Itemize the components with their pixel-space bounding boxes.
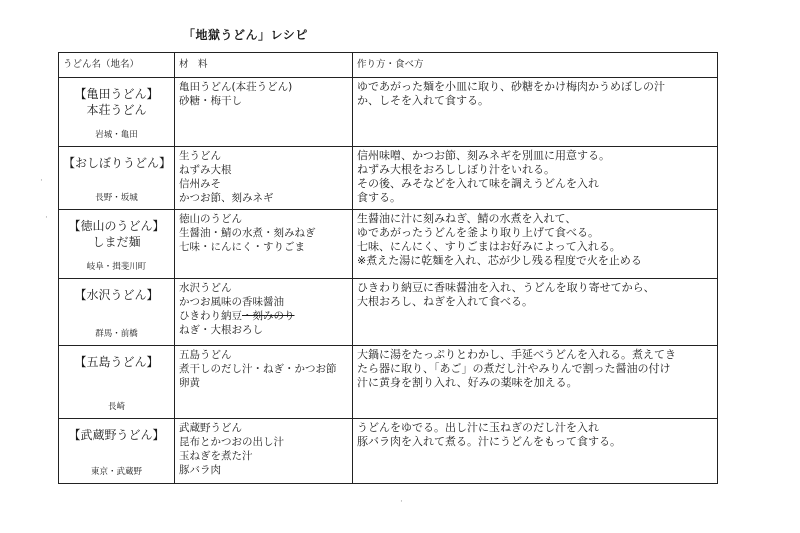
method-line: ゆであがったうどんを釜より取り上げて食べる。 [357, 226, 599, 239]
table-row [59, 147, 718, 210]
ingredients-cell [175, 78, 353, 147]
ingredient-text: 亀田うどん(本荘うどん) [179, 81, 293, 93]
udon-name-line: 【水沢うどん】 [74, 288, 159, 302]
udon-name-line: 【五島うどん】 [74, 355, 159, 369]
struck-ingredient: ・刻みのり [242, 310, 295, 322]
ingredients-cell [175, 210, 353, 279]
scan-speck: · [40, 176, 43, 186]
method-cell [353, 210, 718, 279]
ingredients-cell [175, 147, 353, 210]
method-cell [353, 147, 718, 210]
region-label: 長野・坂城 [95, 193, 138, 203]
ingredient-item [179, 295, 348, 309]
method-line: 七味、にんにく、すりごまはお好みによって入れる。 [357, 240, 621, 253]
ingredient-item [179, 191, 348, 205]
udon-name [63, 354, 170, 370]
table-row [59, 210, 718, 279]
header-method: 作り方・食べ方 [353, 53, 718, 78]
ingredient-item [179, 149, 348, 163]
page-title: 「地獄うどん」レシピ [183, 28, 308, 42]
region-label: 岐阜・揖斐川町 [86, 262, 147, 272]
udon-name [63, 218, 170, 250]
udon-name-cell [59, 346, 175, 419]
method-line: 食する。 [357, 191, 401, 204]
ingredient-text: 煮干しのだし汁・ねぎ・かつお節 [179, 363, 337, 375]
ingredient-text: 生醤油・鯖の水煮・刻みねぎ [179, 227, 316, 239]
ingredient-item [179, 177, 348, 191]
table-row [59, 78, 718, 147]
region-label: 東京・武蔵野 [90, 467, 142, 477]
udon-name-line: 【武蔵野うどん】 [68, 428, 165, 442]
udon-name-line: 本荘うどん [86, 103, 147, 117]
method-line: 大根おろし、ねぎを入れて食べる。 [357, 295, 533, 308]
method-cell [353, 419, 718, 484]
ingredient-item [179, 362, 348, 376]
ingredient-item [179, 94, 348, 108]
ingredient-text: 七味・にんにく・すりごま [179, 241, 305, 253]
method-line: か、しそを入れて食する。 [357, 94, 489, 107]
table-row [59, 419, 718, 484]
ingredient-item [179, 226, 348, 240]
header-name: うどん名（地名） [59, 53, 175, 78]
ingredient-item [179, 449, 348, 463]
ingredient-item [179, 348, 348, 362]
method-cell [353, 78, 718, 147]
table-header-row [59, 53, 718, 78]
method-cell [353, 346, 718, 419]
ingredient-text: 生うどん [179, 150, 221, 162]
udon-name [63, 86, 170, 118]
udon-name-line: 【おしぼりうどん】 [63, 156, 172, 170]
scan-speck: · [400, 497, 403, 507]
udon-name-cell [59, 210, 175, 279]
ingredients-cell [175, 419, 353, 484]
method-line: 大鍋に湯をたっぷりとわかし、手延べうどんを入れる。煮えてき [357, 348, 676, 361]
ingredient-item [179, 281, 348, 295]
ingredient-text: かつお風味の香味醤油 [179, 296, 284, 308]
ingredient-item [179, 463, 348, 477]
ingredient-text: ねずみ大根 [179, 164, 232, 176]
ingredient-text: 徳山のうどん [179, 213, 242, 225]
ingredient-item [179, 435, 348, 449]
ingredient-text: 卵黄 [179, 377, 200, 389]
recipe-table [58, 52, 718, 484]
method-cell [353, 279, 718, 346]
ingredient-item [179, 421, 348, 435]
table-row [59, 279, 718, 346]
ingredient-text: ひきわり納豆 [179, 310, 242, 322]
udon-name-line: 【亀田うどん】 [74, 87, 159, 101]
ingredient-item [179, 240, 348, 254]
udon-name-cell [59, 279, 175, 346]
udon-name-cell [59, 78, 175, 147]
method-line: ※煮えた湯に乾麺を入れ、芯が少し残る程度で火を止める [357, 254, 642, 267]
table-row [59, 346, 718, 419]
ingredient-item [179, 376, 348, 390]
ingredient-item [179, 80, 348, 94]
ingredient-item [179, 212, 348, 226]
ingredient-text: 昆布とかつおの出し汁 [179, 436, 284, 448]
method-line: 汁に黄身を割り入れ、好みの薬味を加える。 [357, 376, 578, 389]
method-line: うどんをゆでる。出し汁に玉ねぎのだし汁を入れ [357, 421, 599, 434]
ingredient-text: 武蔵野うどん [179, 422, 242, 434]
udon-name-line: 【徳山のうどん】 [68, 219, 165, 233]
udon-name-cell [59, 147, 175, 210]
region-label: 長崎 [107, 402, 125, 412]
ingredient-text: かつお節、刻みネギ [179, 192, 274, 204]
ingredient-text: 豚バラ肉 [179, 464, 221, 476]
method-line: 豚バラ肉を入れて煮る。汁にうどんをもって食する。 [357, 435, 621, 448]
method-line: 信州味噌、かつお節、刻みネギを別皿に用意する。 [357, 149, 610, 162]
ingredient-item [179, 163, 348, 177]
method-line: たら器に取り、「あご」の煮だし汁やみりんで割った醤油の付け [357, 362, 671, 375]
ingredient-item [179, 323, 348, 337]
ingredient-text: 五島うどん [179, 349, 232, 361]
ingredient-text: ねぎ・大根おろし [179, 324, 263, 336]
ingredient-text: 水沢うどん [179, 282, 232, 294]
ingredient-item [179, 309, 348, 323]
region-label: 群馬・前橋 [95, 329, 138, 339]
method-line: ひきわり納豆に香味醤油を入れ、うどんを取り寄せてから、 [357, 281, 655, 294]
udon-name [63, 287, 170, 303]
method-line: ゆであがった麺を小皿に取り、砂糖をかけ梅肉かうめぼしの汁 [357, 80, 665, 93]
method-line: 生醤油に汁に刻みねぎ、鯖の水煮を入れて、 [357, 212, 577, 225]
region-label: 岩城・亀田 [95, 130, 138, 140]
method-line: その後、みそなどを入れて味を調えうどんを入れ [357, 177, 599, 190]
scan-speck: · [45, 213, 48, 223]
ingredient-text: 玉ねぎを煮た汁 [179, 450, 253, 462]
udon-name [63, 427, 170, 443]
ingredient-text: 信州みそ [179, 178, 221, 190]
udon-name [63, 155, 170, 171]
method-line: ねずみ大根をおろししぼり汁をいれる。 [357, 163, 555, 176]
udon-name-cell [59, 419, 175, 484]
ingredients-cell [175, 279, 353, 346]
ingredients-cell [175, 346, 353, 419]
ingredient-text: 砂糖・梅干し [179, 95, 242, 107]
header-ingredients: 材 料 [175, 53, 353, 78]
udon-name-line: しまだ麺 [92, 235, 141, 249]
